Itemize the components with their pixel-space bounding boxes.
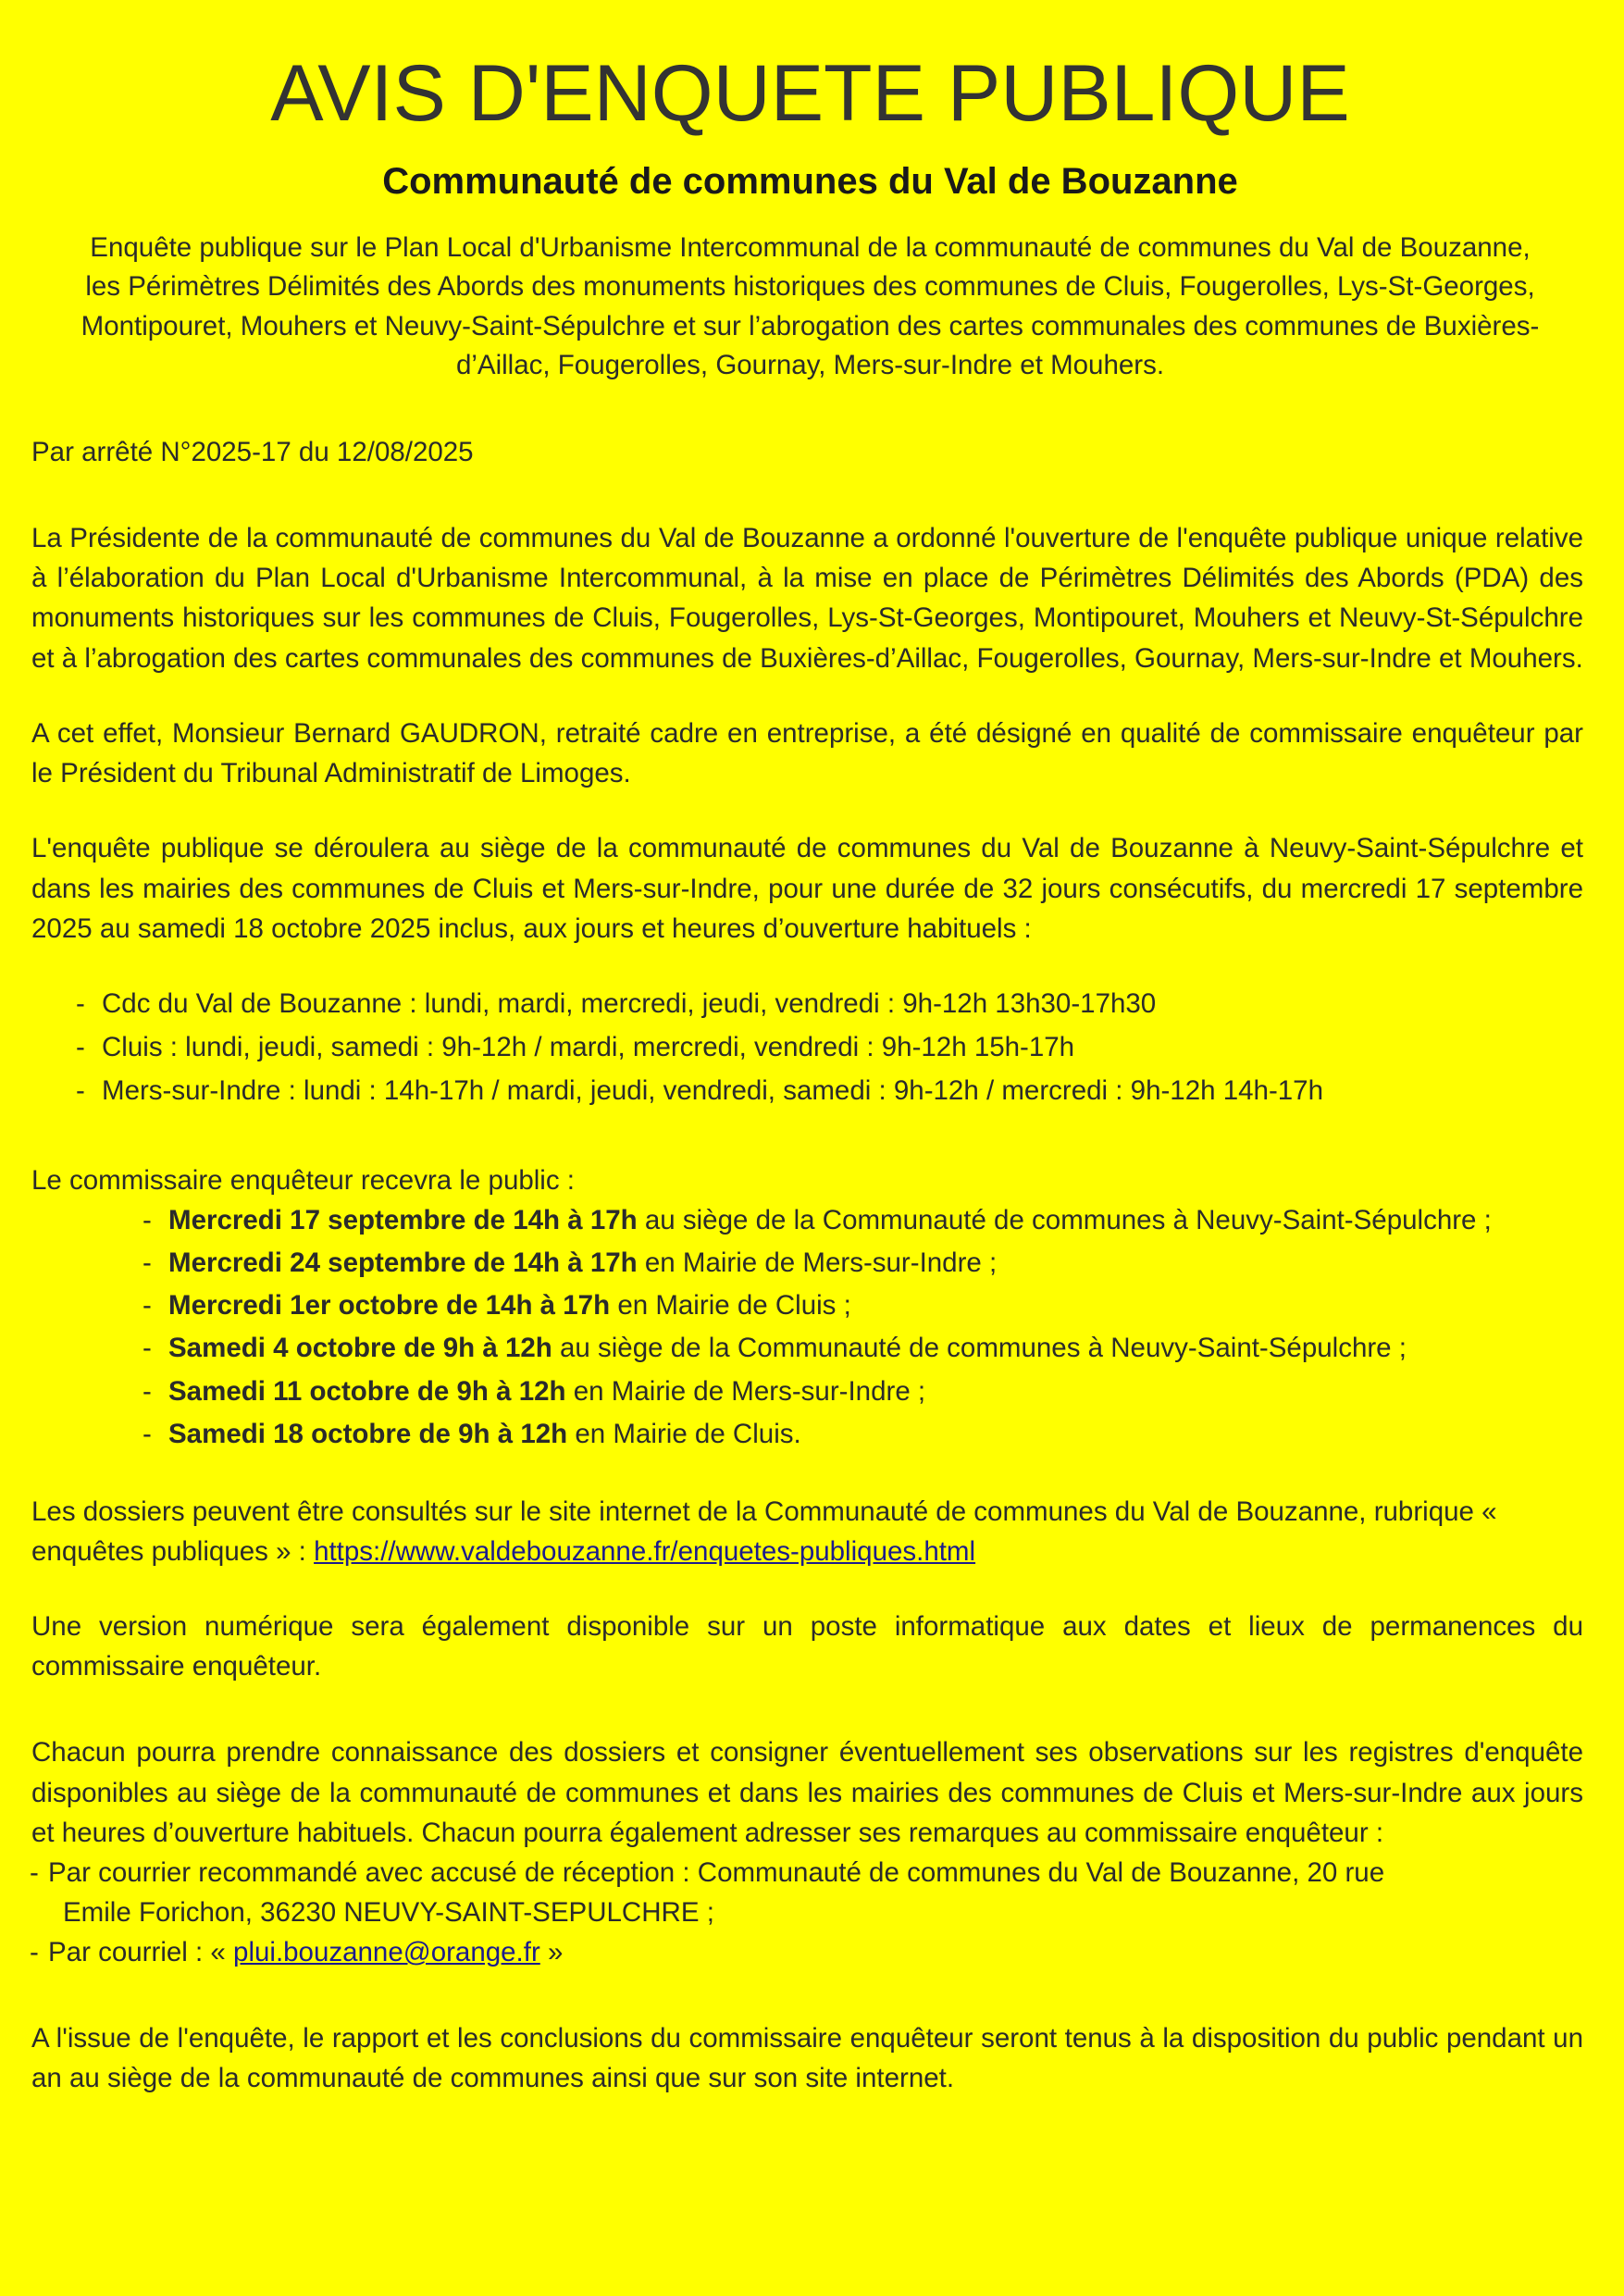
dash-bullet-icon: - xyxy=(76,1031,85,1062)
list-item xyxy=(130,1285,1593,1325)
permanences-list xyxy=(28,1200,1593,1453)
dash-bullet-icon: - xyxy=(143,1205,152,1236)
permanence-place: en Mairie de Mers-sur-Indre ; xyxy=(637,1247,998,1279)
dash-bullet-icon: - xyxy=(143,1333,152,1364)
dash-bullet-icon: - xyxy=(143,1290,152,1322)
permanence-place: en Mairie de Cluis. xyxy=(567,1418,801,1449)
contact-email-prefix: Par courriel : « xyxy=(48,1937,234,1968)
page-title: AVIS D'ENQUETE PUBLIQUE xyxy=(270,49,1350,138)
contact-email-suffix: » xyxy=(539,1937,564,1968)
dash-bullet-icon: - xyxy=(30,1937,39,1968)
permanence-place: au siège de la Communauté de communes à Neuvy-Saint-Sépulchre ; xyxy=(552,1333,1407,1364)
dash-bullet-icon: - xyxy=(30,1857,39,1889)
permanence-date: Mercredi 24 septembre de 14h à 17h xyxy=(168,1247,638,1279)
contact-mail-line2: Emile Forichon, 36230 NEUVY-SAINT-SEPULCHRE ; xyxy=(63,1897,714,1929)
email-link[interactable]: plui.bouzanne@orange.fr xyxy=(233,1937,540,1968)
list-item xyxy=(59,1071,1593,1111)
opening-hours-text: Cluis : lundi, jeudi, samedi : 9h-12h / mardi, mercredi, vendredi : 9h-12h 15h-17h xyxy=(102,1031,1075,1062)
list-item xyxy=(130,1414,1593,1454)
paragraph-dossiers xyxy=(28,1492,1593,1571)
permanence-place: en Mairie de Cluis ; xyxy=(610,1290,851,1322)
contact-mail-line1: Par courrier recommandé avec accusé de réception : Communauté de communes du Val de Bouzanne, 20 rue xyxy=(48,1857,1385,1889)
permanences-heading: Le commissaire enquêteur recevra le public : xyxy=(31,1165,576,1197)
permanence-date: Mercredi 17 septembre de 14h à 17h xyxy=(168,1205,638,1236)
page-subtitle: Communauté de communes du Val de Bouzanne xyxy=(382,161,1238,202)
dash-bullet-icon: - xyxy=(143,1375,152,1407)
list-item xyxy=(130,1328,1593,1368)
paragraph-observations: Chacun pourra prendre connaissance des dossiers et consigner éventuellement ses observations sur les registres d'enquête disponibles au siège de la communauté de communes et dans les mairies des communes de Cluis et Mers-sur-Indre aux jours et heures d’ouverture habituels. Chacun pourra également adresser ses remarques au commissaire enquêteur : xyxy=(31,1737,1583,1848)
permanence-date: Samedi 18 octobre de 9h à 12h xyxy=(168,1418,568,1449)
dash-bullet-icon: - xyxy=(76,987,85,1019)
permanence-place: en Mairie de Mers-sur-Indre ; xyxy=(565,1375,926,1407)
paragraph-deroulement: L'enquête publique se déroulera au siège de la communauté de communes du Val de Bouzanne à Neuvy-Saint-Sépulchre et dans les mairies des communes de Cluis et Mers-sur-Indre, pour une durée de 32 jours consécutifs, du mercredi 17 septembre 2025 au samedi 18 octobre 2025 inclus, aux jours et heures d’ouverture habituels : xyxy=(31,833,1583,944)
list-item xyxy=(59,1027,1593,1067)
opening-hours-text: Mers-sur-Indre : lundi : 14h-17h / mardi, jeudi, vendredi, samedi : 9h-12h / mercredi : 9h-12h 14h-17h xyxy=(102,1075,1323,1107)
dash-bullet-icon: - xyxy=(143,1418,152,1449)
opening-hours-list xyxy=(28,984,1593,1111)
paragraph-presidente: La Présidente de la communauté de communes du Val de Bouzanne a ordonné l'ouverture de l'enquête publique unique relative à l’élaboration du Plan Local d'Urbanisme Intercommunal, à la mise en place de Périmètres Délimités des Abords (PDA) des monuments historiques sur les communes de Cluis, Fougerolles, Lys-St-Georges, Montipouret, Mouhers et Neuvy-St-Sépulchre et à l’abrogation des cartes communales des communes de Buxières-d’Aillac, Fougerolles, Gournay, Mers-sur-Indre et Mouhers. xyxy=(31,523,1583,674)
paragraph-commissaire: A cet effet, Monsieur Bernard GAUDRON, retraité cadre en entreprise, a été désigné en qualité de commissaire enquêteur par le Président du Tribunal Administratif de Limoges. xyxy=(31,717,1583,789)
dossiers-text: Les dossiers peuvent être consultés sur le site internet de la Communauté de communes du Val de Bouzanne, rubrique « enquêtes publiques » : xyxy=(31,1496,1497,1567)
list-item xyxy=(28,1932,1593,1972)
list-item xyxy=(28,1853,1593,1932)
permanence-date: Samedi 4 octobre de 9h à 12h xyxy=(168,1333,552,1364)
paragraph-numerique: Une version numérique sera également disponible sur un poste informatique aux dates et lieux de permanences du commissaire enquêteur. xyxy=(31,1611,1583,1682)
list-item xyxy=(130,1371,1593,1411)
website-link[interactable]: https://www.valdebouzanne.fr/enquetes-publiques.html xyxy=(314,1535,976,1567)
list-item xyxy=(130,1200,1593,1240)
dash-bullet-icon: - xyxy=(143,1247,152,1279)
arrete-reference: Par arrêté N°2025-17 du 12/08/2025 xyxy=(31,436,474,467)
intro-paragraph: Enquête publique sur le Plan Local d'Urbanisme Intercommunal de la communauté de communes du Val de Bouzanne, les Périmètres Délimités des Abords des monuments historiques des communes de Cluis, Fougerolles, Lys-St-Georges, Montipouret, Mouhers et Neuvy-Saint-Sépulchre et sur l’abrogation des cartes communales des communes de Buxières-d’Aillac, Fougerolles, Gournay, Mers-sur-Indre et Mouhers. xyxy=(81,232,1540,381)
opening-hours-text: Cdc du Val de Bouzanne : lundi, mardi, mercredi, jeudi, vendredi : 9h-12h 13h30-17h30 xyxy=(102,987,1157,1019)
paragraph-conclusion: A l'issue de l'enquête, le rapport et les conclusions du commissaire enquêteur seront tenus à la disposition du public pendant un an au siège de la communauté de communes ainsi que sur son site internet. xyxy=(31,2023,1583,2094)
list-item xyxy=(130,1243,1593,1283)
permanence-place: au siège de la Communauté de communes à Neuvy-Saint-Sépulchre ; xyxy=(637,1205,1492,1236)
list-item xyxy=(59,984,1593,1024)
dash-bullet-icon: - xyxy=(76,1075,85,1107)
contact-methods-list xyxy=(28,1853,1593,1972)
permanence-date: Samedi 11 octobre de 9h à 12h xyxy=(168,1375,566,1407)
permanence-date: Mercredi 1er octobre de 14h à 17h xyxy=(168,1290,611,1322)
